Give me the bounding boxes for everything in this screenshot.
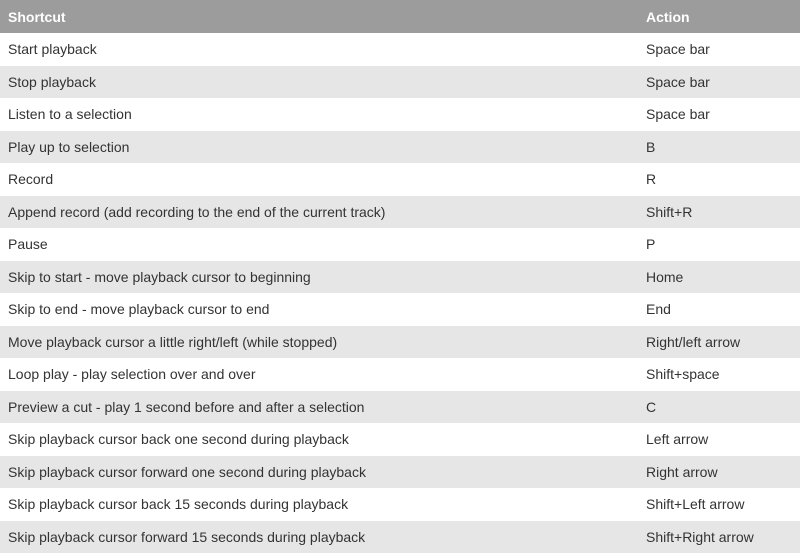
action-cell: Right arrow xyxy=(646,463,718,480)
header-row xyxy=(0,0,800,33)
table-row xyxy=(0,488,800,521)
action-cell: Space bar xyxy=(646,73,710,90)
shortcut-cell: Listen to a selection xyxy=(8,106,132,123)
action-cell: Shift+space xyxy=(646,366,720,383)
shortcut-cell: Skip playback cursor back one second during playback xyxy=(8,431,349,448)
header-action: Action xyxy=(646,8,690,25)
shortcut-cell: Pause xyxy=(8,236,48,253)
shortcut-cell: Preview a cut - play 1 second before and after a selection xyxy=(8,398,365,415)
shortcut-cell: Start playback xyxy=(8,41,97,58)
action-cell: Home xyxy=(646,268,684,285)
table-row xyxy=(0,66,800,99)
table-row xyxy=(0,131,800,164)
action-cell: Shift+Left arrow xyxy=(646,496,745,513)
table-row xyxy=(0,293,800,326)
action-cell: End xyxy=(646,301,671,318)
action-cell: P xyxy=(646,236,656,253)
shortcut-cell: Record xyxy=(8,171,54,188)
table-row xyxy=(0,163,800,196)
action-cell: C xyxy=(646,398,657,415)
shortcut-cell: Play up to selection xyxy=(8,138,130,155)
table-row xyxy=(0,358,800,391)
shortcut-cell: Skip playback cursor forward 15 seconds during playback xyxy=(8,528,366,545)
action-cell: Left arrow xyxy=(646,431,709,448)
header-shortcut: Shortcut xyxy=(8,8,66,25)
shortcut-cell: Loop play - play selection over and over xyxy=(8,366,256,383)
shortcut-cell: Skip to start - move playback cursor to beginning xyxy=(8,268,311,285)
shortcut-cell: Skip to end - move playback cursor to end xyxy=(8,301,270,318)
table-row xyxy=(0,33,800,66)
action-cell: Space bar xyxy=(646,106,710,123)
action-cell: B xyxy=(646,138,656,155)
shortcut-cell: Stop playback xyxy=(8,73,96,90)
table-body xyxy=(0,33,800,553)
table-row xyxy=(0,228,800,261)
shortcut-cell: Move playback cursor a little right/left (while stopped) xyxy=(8,333,338,350)
table-row xyxy=(0,326,800,359)
table-row xyxy=(0,456,800,489)
table-row xyxy=(0,261,800,294)
table-row xyxy=(0,423,800,456)
table-row xyxy=(0,391,800,424)
shortcut-cell: Append record (add recording to the end of the current track) xyxy=(8,203,386,220)
shortcut-cell: Skip playback cursor forward one second during playback xyxy=(8,463,366,480)
action-cell: Shift+R xyxy=(646,203,693,220)
action-cell: Space bar xyxy=(646,41,710,58)
action-cell: Right/left arrow xyxy=(646,333,741,350)
shortcut-cell: Skip playback cursor back 15 seconds during playback xyxy=(8,496,349,513)
table-row xyxy=(0,521,800,554)
table-header xyxy=(0,0,800,33)
action-cell: R xyxy=(646,171,657,188)
action-cell: Shift+Right arrow xyxy=(646,528,754,545)
table-row xyxy=(0,196,800,229)
table-row xyxy=(0,98,800,131)
